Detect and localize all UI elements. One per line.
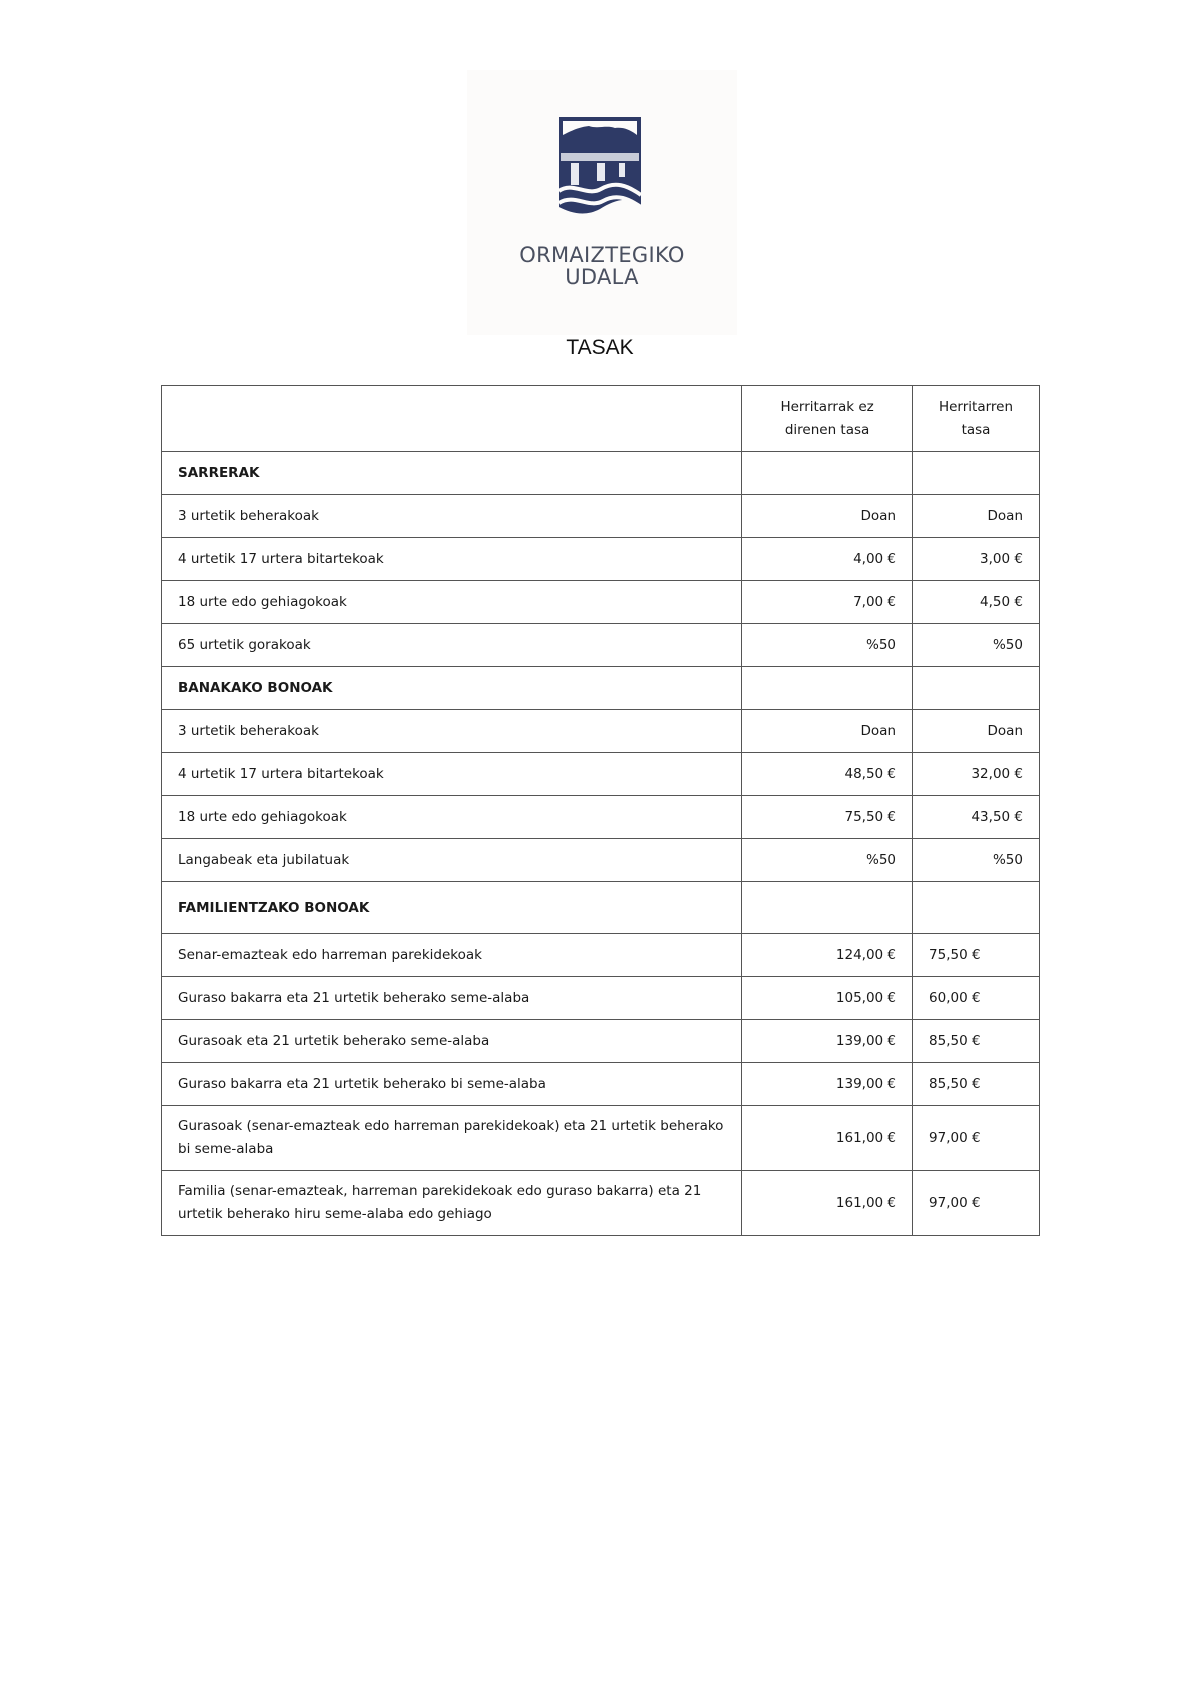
table-row: [162, 796, 1040, 839]
resident-value: Doan: [913, 495, 1040, 538]
municipality-logo: [467, 70, 737, 335]
resident-value: 43,50 €: [913, 796, 1040, 839]
section-title: SARRERAK: [162, 452, 742, 495]
table-row: [162, 1063, 1040, 1106]
resident-value: 85,50 €: [913, 1063, 1040, 1106]
row-label: Gurasoak (senar-emazteak edo harreman parekidekoak) eta 21 urtetik beherako bi seme-alaba: [162, 1106, 742, 1171]
resident-value: 32,00 €: [913, 753, 1040, 796]
row-label: Gurasoak eta 21 urtetik beherako seme-alaba: [162, 1020, 742, 1063]
resident-value: Doan: [913, 710, 1040, 753]
resident-value: 3,00 €: [913, 538, 1040, 581]
table-row: [162, 934, 1040, 977]
row-label: 18 urte edo gehiagokoak: [162, 796, 742, 839]
table-row: [162, 710, 1040, 753]
coat-of-arms-icon: [557, 115, 643, 219]
table-row: [162, 1106, 1040, 1171]
header-cell-empty: [162, 386, 742, 452]
non-resident-value: %50: [742, 624, 913, 667]
table-row: [162, 753, 1040, 796]
row-label: Guraso bakarra eta 21 urtetik beherako seme-alaba: [162, 977, 742, 1020]
resident-value: 85,50 €: [913, 1020, 1040, 1063]
table-row: [162, 1020, 1040, 1063]
table-row: [162, 839, 1040, 882]
row-label: 65 urtetik gorakoak: [162, 624, 742, 667]
non-resident-value: 161,00 €: [742, 1106, 913, 1171]
non-resident-value: 7,00 €: [742, 581, 913, 624]
row-label: 3 urtetik beherakoak: [162, 495, 742, 538]
table-row: [162, 977, 1040, 1020]
non-resident-value: 161,00 €: [742, 1171, 913, 1236]
row-label: 18 urte edo gehiagokoak: [162, 581, 742, 624]
table-row: [162, 495, 1040, 538]
non-resident-value: 139,00 €: [742, 1020, 913, 1063]
section-row: [162, 882, 1040, 934]
row-label: Langabeak eta jubilatuak: [162, 839, 742, 882]
resident-value: 4,50 €: [913, 581, 1040, 624]
non-resident-value: 4,00 €: [742, 538, 913, 581]
section-row: [162, 667, 1040, 710]
row-label: Familia (senar-emazteak, harreman parekidekoak edo guraso bakarra) eta 21 urtetik beherako hiru seme-alaba edo gehiago: [162, 1171, 742, 1236]
resident-value: 97,00 €: [913, 1106, 1040, 1171]
non-resident-value: Doan: [742, 710, 913, 753]
table-row: [162, 624, 1040, 667]
row-label: 4 urtetik 17 urtera bitartekoak: [162, 753, 742, 796]
table-row: [162, 581, 1040, 624]
table-header-row: [162, 386, 1040, 452]
resident-value: %50: [913, 839, 1040, 882]
table-row: [162, 1171, 1040, 1236]
section-row: [162, 452, 1040, 495]
section-title: BANAKAKO BONOAK: [162, 667, 742, 710]
header-resident: Herritarren tasa: [913, 386, 1040, 452]
non-resident-value: Doan: [742, 495, 913, 538]
header-non-resident: Herritarrak ez direnen tasa: [742, 386, 913, 452]
non-resident-value: 48,50 €: [742, 753, 913, 796]
non-resident-value: 124,00 €: [742, 934, 913, 977]
rates-table: [161, 385, 1040, 1236]
resident-value: 75,50 €: [913, 934, 1040, 977]
resident-value: %50: [913, 624, 1040, 667]
non-resident-value: 105,00 €: [742, 977, 913, 1020]
non-resident-value: 139,00 €: [742, 1063, 913, 1106]
table-row: [162, 538, 1040, 581]
logo-name-line2: UDALA: [565, 265, 639, 289]
non-resident-value: 75,50 €: [742, 796, 913, 839]
row-label: Guraso bakarra eta 21 urtetik beherako bi seme-alaba: [162, 1063, 742, 1106]
row-label: 3 urtetik beherakoak: [162, 710, 742, 753]
resident-value: 97,00 €: [913, 1171, 1040, 1236]
section-title: FAMILIENTZAKO BONOAK: [162, 882, 742, 934]
row-label: 4 urtetik 17 urtera bitartekoak: [162, 538, 742, 581]
resident-value: 60,00 €: [913, 977, 1040, 1020]
row-label: Senar-emazteak edo harreman parekidekoak: [162, 934, 742, 977]
page-title: TASAK: [566, 336, 634, 359]
non-resident-value: %50: [742, 839, 913, 882]
logo-name-line1: ORMAIZTEGIKO: [519, 243, 685, 267]
